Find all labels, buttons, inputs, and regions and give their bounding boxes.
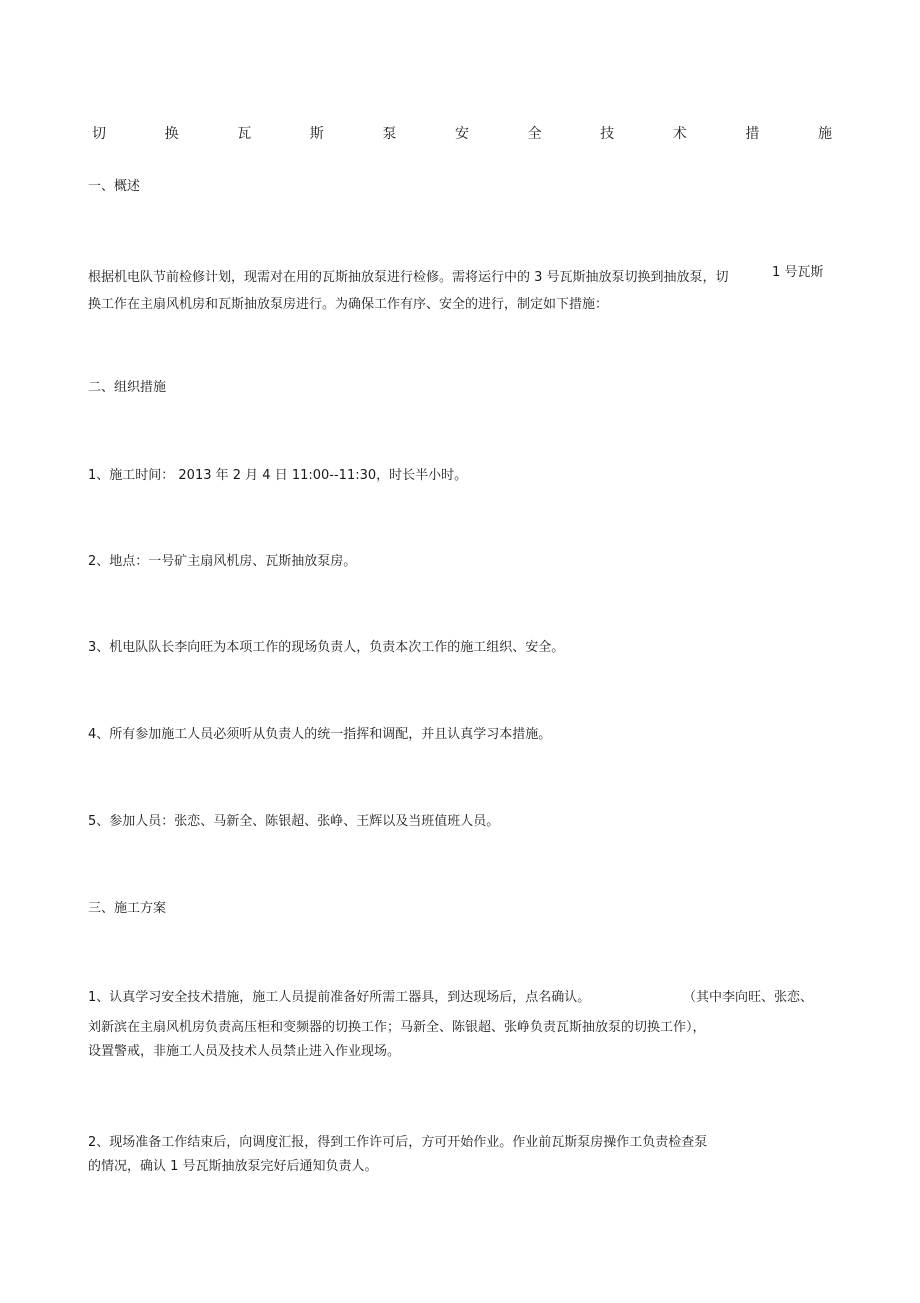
plan-item-side-note: （其中李向旺、张恋、	[683, 990, 814, 1005]
section-heading-plan: 三、施工方案	[88, 901, 167, 916]
title-char: 术	[672, 126, 687, 142]
title-char: 措	[745, 126, 760, 142]
plan-item-line: 的情况，确认 1 号瓦斯抽放泵完好后通知负责人。	[88, 1159, 378, 1174]
org-item-personnel-rule: 4、所有参加施工人员必须听从负责人的统一指挥和调配，并且认真学习本措施。	[88, 727, 552, 742]
title-char: 泵	[382, 126, 397, 142]
title-char: 安	[454, 126, 469, 142]
section-heading-organization: 二、组织措施	[88, 380, 167, 395]
title-char: 施	[817, 126, 832, 142]
plan-item-line: 设置警戒，非施工人员及技术人员禁止进入作业现场。	[88, 1044, 401, 1059]
org-item-leader: 3、机电队队长李向旺为本项工作的现场负责人，负责本次工作的施工组织、安全。	[88, 640, 565, 655]
document-title	[92, 123, 832, 143]
overview-paragraph-line: 根据机电队节前检修计划，现需对在用的瓦斯抽放泵进行检修。需将运行中的 3 号瓦斯抽放泵切换到抽放泵，切	[88, 270, 729, 285]
title-char: 切	[92, 126, 106, 142]
title-char: 换	[164, 126, 179, 142]
org-item-location: 2、地点：一号矿主扇风机房、瓦斯抽放泵房。	[88, 554, 357, 569]
plan-item-line: 1、认真学习安全技术措施，施工人员提前准备好所需工器具，到达现场后，点名确认。	[88, 990, 591, 1005]
overview-side-note: 1 号瓦斯	[772, 265, 824, 280]
overview-paragraph-line: 换工作在主扇风机房和瓦斯抽放泵房进行。为确保工作有序、安全的进行，制定如下措施：	[88, 297, 609, 312]
org-item-participants: 5、参加人员：张恋、马新全、陈银超、张峥、王辉以及当班值班人员。	[88, 814, 500, 829]
org-item-time: 1、施工时间： 2013 年 2 月 4 日 11:00--11:30，时长半小时。	[88, 468, 468, 483]
section-heading-overview: 一、概述	[88, 179, 141, 194]
title-char: 瓦	[237, 126, 252, 142]
title-char: 斯	[309, 126, 324, 142]
title-char: 技	[600, 126, 615, 142]
plan-item-line: 2、现场准备工作结束后，向调度汇报，得到工作许可后，方可开始作业。作业前瓦斯泵房操作工负责检查泵	[88, 1135, 708, 1150]
plan-item-line: 刘新滨在主扇风机房负责高压柜和变频器的切换工作；马新全、陈银超、张峥负责瓦斯抽放泵的切换工作），	[88, 1020, 706, 1035]
title-char: 全	[527, 126, 542, 142]
